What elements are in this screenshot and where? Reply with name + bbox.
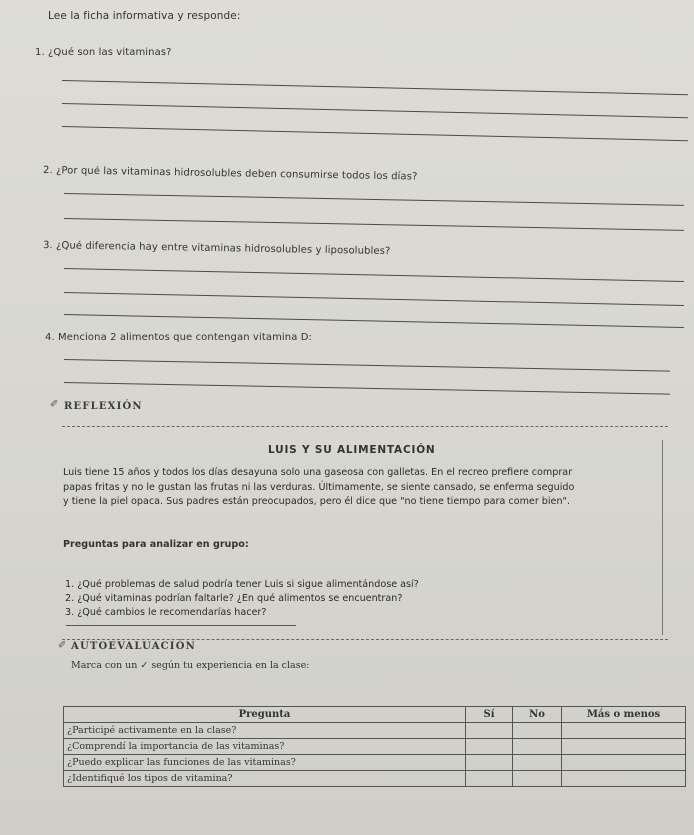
row-question: ¿Identifiqué los tipos de vitamina? (64, 771, 466, 787)
group-question: 3. ¿Qué cambios le recomendarías hacer? (65, 607, 267, 618)
check-mas-o-menos[interactable] (562, 739, 686, 755)
answer-line[interactable] (64, 292, 684, 306)
answer-line[interactable] (62, 80, 688, 95)
group-question: 2. ¿Qué vitaminas podrían faltarle? ¿En qué alimentos se encuentran? (65, 593, 403, 604)
reflexion-heading: REFLEXIÓN (64, 401, 143, 412)
row-question: ¿Puedo explicar las funciones de las vitaminas? (64, 755, 466, 771)
answer-line[interactable] (64, 193, 684, 206)
self-assessment-table (63, 706, 686, 787)
pencil-icon: ✐ (50, 399, 59, 410)
pencil-icon: ✐ (58, 640, 67, 651)
autoevaluacion-heading: AUTOEVALUACIÓN (71, 641, 196, 652)
group-questions (65, 578, 419, 620)
header-pregunta: Pregunta (64, 707, 466, 723)
answer-line[interactable] (62, 103, 688, 118)
answer-line[interactable] (62, 126, 688, 141)
check-mas-o-menos[interactable] (562, 723, 686, 739)
underline (66, 625, 296, 626)
check-mas-o-menos[interactable] (562, 771, 686, 787)
check-si[interactable] (466, 755, 513, 771)
autoevaluacion-instruction: Marca con un ✓ según tu experiencia en la clase: (71, 660, 310, 671)
check-no[interactable] (513, 771, 562, 787)
check-si[interactable] (466, 723, 513, 739)
check-no[interactable] (513, 755, 562, 771)
row-question: ¿Comprendí la importancia de las vitaminas? (64, 739, 466, 755)
table-row (64, 771, 686, 787)
table-row (64, 723, 686, 739)
row-question: ¿Participé activamente en la clase? (64, 723, 466, 739)
group-prompt: Preguntas para analizar en grupo: (63, 539, 249, 550)
case-story (63, 466, 574, 510)
answer-line[interactable] (64, 314, 684, 328)
instruction-text: Lee la ficha informativa y responde: (48, 10, 241, 22)
story-line: papas fritas y no le gustan las frutas ni las verduras. Últimamente, se siente cansado, se enferma seguido (63, 481, 575, 493)
table-header-row (64, 707, 686, 723)
answer-line[interactable] (64, 218, 684, 231)
answer-line[interactable] (64, 268, 684, 282)
question-3: 3. ¿Qué diferencia hay entre vitaminas hidrosolubles y liposolubles? (42, 240, 391, 258)
story-line: Luis tiene 15 años y todos los días desayuna solo una gaseosa con galletas. En el recreo prefiere comprar (63, 467, 573, 478)
question-1: 1. ¿Qué son las vitaminas? (35, 47, 172, 58)
case-title: LUIS Y SU ALIMENTACIÓN (268, 444, 436, 456)
check-no[interactable] (513, 739, 562, 755)
table-row (64, 739, 686, 755)
check-mas-o-menos[interactable] (562, 755, 686, 771)
header-mas-o-menos: Más o menos (562, 707, 686, 723)
case-box-border (662, 440, 663, 635)
story-line: y tiene la piel opaca. Sus padres están preocupados, pero él dice que "no tiene tiempo para comer bien". (63, 496, 571, 507)
table-row (64, 755, 686, 771)
question-2: 2. ¿Por qué las vitaminas hidrosolubles deben consumirse todos los días? (42, 165, 418, 183)
header-no: No (513, 707, 562, 723)
question-4: 4. Menciona 2 alimentos que contengan vitamina D: (45, 332, 313, 343)
answer-line[interactable] (64, 359, 670, 372)
check-no[interactable] (513, 723, 562, 739)
answer-line[interactable] (64, 382, 670, 395)
header-si: Sí (466, 707, 513, 723)
check-si[interactable] (466, 739, 513, 755)
group-question: 1. ¿Qué problemas de salud podría tener Luis si sigue alimentándose así? (65, 579, 419, 590)
check-si[interactable] (466, 771, 513, 787)
